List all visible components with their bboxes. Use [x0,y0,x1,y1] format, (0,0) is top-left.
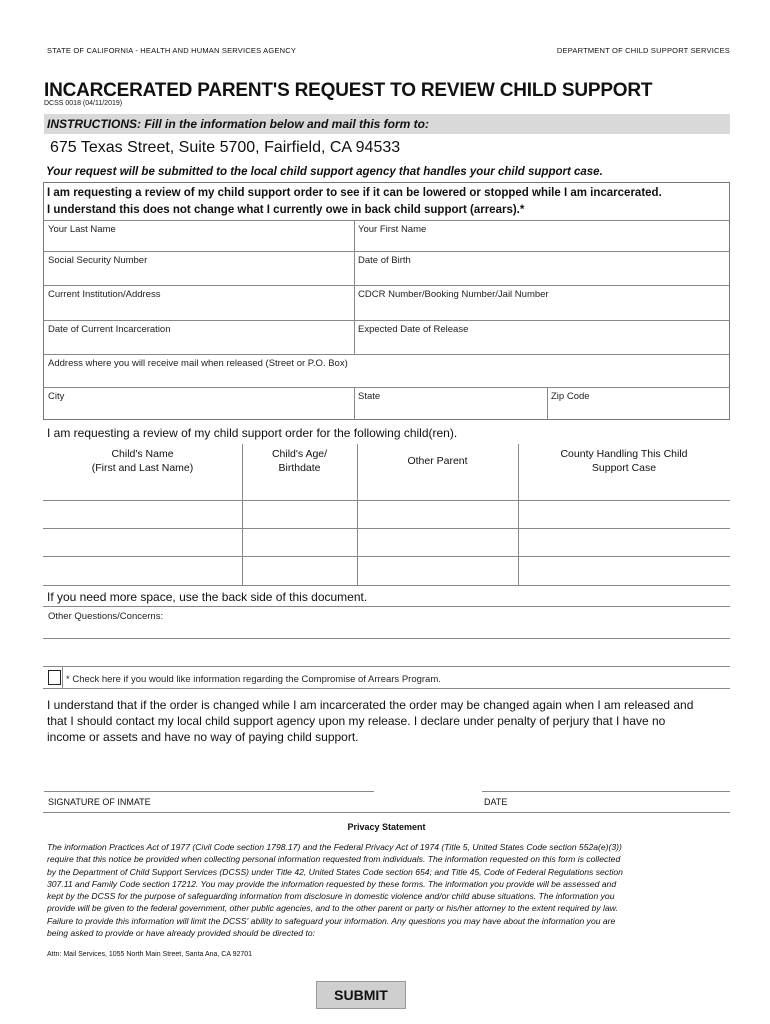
last-name-field[interactable] [48,224,348,249]
form-number: DCSS 0018 (04/11/2019) [44,100,123,107]
county-header-line2: Support Case [591,462,657,474]
city-label: City [48,391,65,402]
request-text-line1: I am requesting a review of my child support order to see if it can be lowered or stopped while I am incarcerated. [47,187,662,199]
privacy-line: kept by the DCSS for the purpose of safeguarding information from disclosure in domestic violence and/or child abuse situations. The information you [47,891,615,902]
declaration-line3: income or assets and have no way of paying child support. [47,730,359,744]
table-row-line [43,585,730,586]
release-address-label: Address where you will receive mail when released (Street or P.O. Box) [48,358,348,369]
column-divider [354,220,355,354]
childs-age-header [242,447,357,475]
other-parent-cell[interactable] [358,529,517,555]
child-name-cell[interactable] [44,473,241,499]
ssn-field[interactable] [48,255,348,283]
signature-line [44,791,374,792]
divider [43,320,730,321]
submitted-note: Your request will be submitted to the local child support agency that handles your child support case. [46,166,603,178]
other-parent-cell[interactable] [358,557,517,584]
child-age-cell[interactable] [243,473,356,499]
dob-label: Date of Birth [358,255,411,266]
date-line [482,791,730,792]
incarceration-date-label: Date of Current Incarceration [48,324,171,335]
child-name-cell[interactable] [44,557,241,584]
column-divider [354,387,355,420]
divider [43,220,730,221]
release-date-label: Expected Date of Release [358,324,469,335]
privacy-line: by the Department of Child Support Services (DCSS) under Title 42, United States Code section 654; and Title 45, Code of Federal Regulations section [47,866,623,877]
ssn-label: Social Security Number [48,255,148,266]
other-parent-cell[interactable] [358,473,517,499]
first-name-field[interactable] [358,224,726,249]
last-name-label: Your Last Name [48,224,116,235]
county-cell[interactable] [519,529,729,555]
submit-button[interactable]: SUBMIT [316,981,406,1009]
city-field[interactable] [48,391,348,418]
privacy-text [47,841,737,939]
instructions-text: INSTRUCTIONS: Fill in the information below and mail this form to: [47,117,429,131]
childs-age-header-line1: Child's Age/ [271,448,328,460]
department-header: DEPARTMENT OF CHILD SUPPORT SERVICES [556,46,730,55]
state-label: State [358,391,381,402]
divider [43,285,730,286]
date-field[interactable] [482,762,730,790]
mail-address: 675 Texas Street, Suite 5700, Fairfield, CA 94533 [50,139,401,156]
zip-code-label: Zip Code [551,391,590,402]
column-divider [547,387,548,420]
date-label: DATE [484,797,508,807]
childs-age-header-line2: Birthdate [278,462,321,474]
state-field[interactable] [358,391,543,418]
release-address-field[interactable] [48,358,726,385]
privacy-heading: Privacy Statement [347,822,426,832]
county-header-line1: County Handling This Child [560,448,688,460]
signature-field[interactable] [44,762,374,790]
county-cell[interactable] [519,473,729,499]
arrears-checkbox[interactable] [48,670,61,685]
other-parent-cell[interactable] [358,501,517,527]
divider [43,354,730,355]
divider [43,606,730,607]
other-parent-header: Other Parent [407,455,468,467]
divider [43,688,730,689]
privacy-line: The information Practices Act of 1977 (Civil Code section 1798.17) and the Federal Privacy Act of 1974 (Title 5, United States Code section 552a(e)(3)) [47,842,622,852]
county-cell[interactable] [519,557,729,584]
childs-name-header-line1: Child's Name [111,448,174,460]
column-divider [62,666,63,688]
divider [43,387,730,388]
child-name-cell[interactable] [44,529,241,555]
privacy-line: require that this notice be provided when collecting personal information requested from individuals. The information requested on this form is collected [47,854,621,865]
other-questions-field[interactable] [44,622,730,664]
incarceration-date-field[interactable] [48,324,348,352]
privacy-line: 307.11 and Family Code section 17212. You may provide the information requested by these forms. The information you provide will be assessed and [47,878,617,889]
first-name-label: Your First Name [358,224,427,235]
declaration-line1: I understand that if the order is changed while I am incarcerated the order may be changed again when I am released and [47,698,694,712]
request-text-line2: I understand this does not change what I currently owe in back child support (arrears).* [47,204,525,216]
childs-name-header [43,447,242,475]
privacy-attn-address: Attn: Mail Services, 1055 North Main Street, Santa Ana, CA 92701 [47,951,253,958]
dob-field[interactable] [358,255,726,283]
institution-label: Current Institution/Address [48,289,161,300]
child-age-cell[interactable] [243,529,356,555]
cdcr-number-field[interactable] [358,289,726,318]
institution-field[interactable] [48,289,348,318]
cdcr-number-label: CDCR Number/Booking Number/Jail Number [358,289,549,300]
other-questions-label: Other Questions/Concerns: [48,611,164,622]
form-title: INCARCERATED PARENT'S REQUEST TO REVIEW CHILD SUPPORT [44,80,653,101]
zip-code-field[interactable] [551,391,726,418]
privacy-line: provide will be given to the federal government, other public agencies, and to the other parent or party or his/her attorney to the extent required by law. [47,903,618,914]
release-date-field[interactable] [358,324,726,352]
divider [43,666,730,667]
child-age-cell[interactable] [243,501,356,527]
children-intro: I am requesting a review of my child support order for the following child(ren). [47,426,458,440]
county-header [518,447,730,475]
signature-label: SIGNATURE OF INMATE [48,797,151,807]
divider [43,251,730,252]
declaration-line2: that I should contact my local child support agency upon my release. I declare under penalty of perjury that I have no [47,714,666,728]
county-cell[interactable] [519,501,729,527]
arrears-check-label: * Check here if you would like information regarding the Compromise of Arrears Program. [66,674,441,685]
childs-name-header-line2: (First and Last Name) [91,462,194,474]
child-age-cell[interactable] [243,557,356,584]
more-space-note: If you need more space, use the back side of this document. [47,590,368,604]
agency-header: STATE OF CALIFORNIA - HEALTH AND HUMAN SERVICES AGENCY [47,46,297,55]
child-name-cell[interactable] [44,501,241,527]
divider [43,812,730,813]
divider [43,638,730,639]
privacy-line: Failure to provide this information will limit the DCSS' ability to safeguard your information. Any questions you may have about the information you are [47,915,616,926]
privacy-line: being asked to provide or have already provided should be directed to: [47,928,316,939]
